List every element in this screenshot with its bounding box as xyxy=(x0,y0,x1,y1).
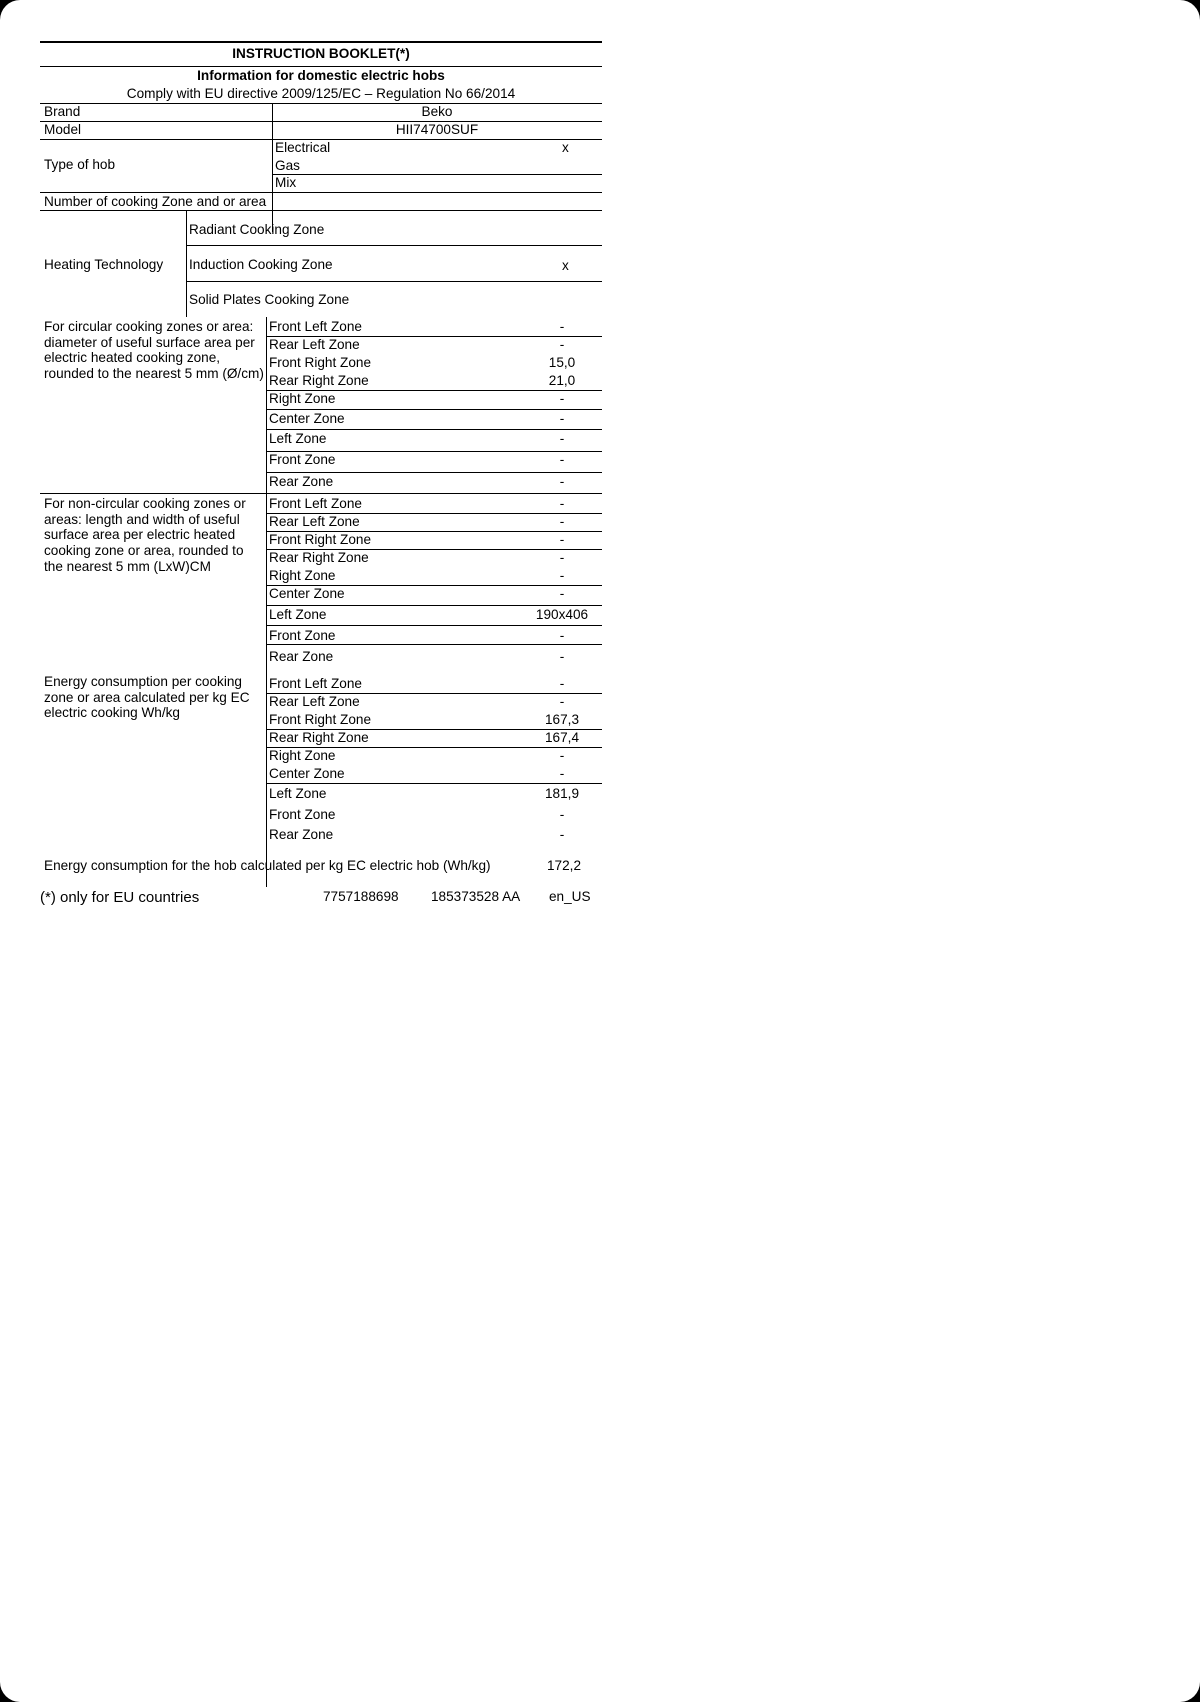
zone-value-center-zone: - xyxy=(559,411,565,426)
brand-label: Brand xyxy=(44,104,81,119)
zone-value-left-zone: 190x406 xyxy=(535,607,589,622)
zone-label-front-right-zone: Front Right Zone xyxy=(269,712,371,727)
footer-locale: en_US xyxy=(549,889,591,904)
zone-label-front-left-zone: Front Left Zone xyxy=(269,676,362,691)
zone-value-front-left-zone: - xyxy=(559,496,565,511)
hob-type-mix: Mix xyxy=(275,175,297,190)
column-rule xyxy=(272,104,273,232)
zone-label-rear-right-zone: Rear Right Zone xyxy=(269,373,369,388)
zone-label-front-left-zone: Front Left Zone xyxy=(269,319,362,334)
model-value: HII74700SUF xyxy=(395,122,479,137)
energy-total-label: Energy consumption for the hob calculated per kg EC electric hob (Wh/kg) xyxy=(44,858,491,873)
zone-label-front-right-zone: Front Right Zone xyxy=(269,532,371,547)
zone-value-center-zone: - xyxy=(559,766,565,781)
booklet-title: INSTRUCTION BOOKLET(*) xyxy=(232,46,410,61)
zone-label-left-zone: Left Zone xyxy=(269,607,327,622)
zone-label-rear-left-zone: Rear Left Zone xyxy=(269,694,360,709)
zone-value-left-zone: - xyxy=(559,431,565,446)
row-divider xyxy=(266,747,602,748)
row-divider xyxy=(266,729,602,730)
zone-value-front-zone: - xyxy=(559,628,565,643)
zone-label-rear-zone: Rear Zone xyxy=(269,474,334,489)
footer-code-1: 7757188698 xyxy=(323,889,399,904)
divider xyxy=(40,192,602,193)
heating-radiant: Radiant Cooking Zone xyxy=(189,222,325,237)
zone-value-front-zone: - xyxy=(559,807,565,822)
zone-value-front-left-zone: - xyxy=(559,319,565,334)
zone-label-front-left-zone: Front Left Zone xyxy=(269,496,362,511)
zone-value-front-right-zone: 167,3 xyxy=(544,712,580,727)
top-rule xyxy=(40,41,602,43)
model-label: Model xyxy=(44,122,82,137)
zone-label-rear-zone: Rear Zone xyxy=(269,649,334,664)
number-of-zones-label: Number of cooking Zone and or area xyxy=(44,194,267,209)
zone-label-left-zone: Left Zone xyxy=(269,431,327,446)
row-divider xyxy=(266,625,602,626)
divider xyxy=(40,210,602,211)
row-divider xyxy=(266,409,602,410)
divider xyxy=(40,493,602,494)
row-divider xyxy=(266,451,602,452)
zone-value-left-zone: 181,9 xyxy=(544,786,580,801)
zone-value-rear-right-zone: - xyxy=(559,550,565,565)
zone-value-center-zone: - xyxy=(559,586,565,601)
heating-induction-mark: x xyxy=(562,258,569,273)
hob-type-electrical: Electrical xyxy=(275,140,331,155)
zone-value-rear-right-zone: 167,4 xyxy=(544,730,580,745)
row-divider xyxy=(266,513,602,514)
heating-solid-plates: Solid Plates Cooking Zone xyxy=(189,292,350,307)
row-divider xyxy=(266,644,602,645)
row-divider xyxy=(266,429,602,430)
circular-zones-description: For circular cooking zones or area: diameter of useful surface area per electric heated cooking zone, rounded to the nearest 5 mm (Ø/cm) xyxy=(44,319,264,381)
zone-value-rear-left-zone: - xyxy=(559,514,565,529)
zone-value-rear-zone: - xyxy=(559,827,565,842)
zone-label-center-zone: Center Zone xyxy=(269,586,345,601)
heating-induction: Induction Cooking Zone xyxy=(189,257,333,272)
row-divider xyxy=(266,472,602,473)
compliance-note: Comply with EU directive 2009/125/EC – Regulation No 66/2014 xyxy=(126,86,516,101)
row-divider xyxy=(266,531,602,532)
row-divider xyxy=(266,693,602,694)
zone-label-center-zone: Center Zone xyxy=(269,766,345,781)
zone-label-rear-left-zone: Rear Left Zone xyxy=(269,514,360,529)
row-divider xyxy=(266,336,602,337)
zone-label-front-zone: Front Zone xyxy=(269,452,336,467)
zone-label-right-zone: Right Zone xyxy=(269,568,336,583)
zone-value-rear-left-zone: - xyxy=(559,694,565,709)
zone-label-left-zone: Left Zone xyxy=(269,786,327,801)
zone-label-right-zone: Right Zone xyxy=(269,391,336,406)
brand-value: Beko xyxy=(421,104,453,119)
row-divider xyxy=(266,585,602,586)
divider xyxy=(186,245,602,246)
zone-value-front-right-zone: 15,0 xyxy=(548,355,576,370)
type-of-hob-label: Type of hob xyxy=(44,157,116,172)
zone-label-front-zone: Front Zone xyxy=(269,628,336,643)
energy-per-zone-description: Energy consumption per cooking zone or area calculated per kg EC electric cooking Wh/kg xyxy=(44,674,250,721)
zone-label-front-zone: Front Zone xyxy=(269,807,336,822)
hob-type-electrical-mark: x xyxy=(562,140,569,155)
zone-value-rear-left-zone: - xyxy=(559,337,565,352)
zone-value-right-zone: - xyxy=(559,748,565,763)
energy-total-value: 172,2 xyxy=(547,858,582,873)
row-divider xyxy=(266,605,602,606)
divider xyxy=(186,281,602,282)
column-rule xyxy=(186,211,187,317)
noncircular-zones-description: For non-circular cooking zones or areas: length and width of useful surface area per electric heated cooking zone or area, rounded to the nearest 5 mm (LxW)CM xyxy=(44,496,246,574)
row-divider xyxy=(266,390,602,391)
zone-label-center-zone: Center Zone xyxy=(269,411,345,426)
zone-value-right-zone: - xyxy=(559,568,565,583)
zone-label-rear-left-zone: Rear Left Zone xyxy=(269,337,360,352)
zone-value-right-zone: - xyxy=(559,391,565,406)
zone-label-rear-right-zone: Rear Right Zone xyxy=(269,730,369,745)
zone-label-right-zone: Right Zone xyxy=(269,748,336,763)
row-divider xyxy=(266,549,602,550)
zone-value-rear-zone: - xyxy=(559,474,565,489)
zone-value-rear-right-zone: 21,0 xyxy=(548,373,576,388)
row-divider xyxy=(266,783,602,784)
zone-value-rear-zone: - xyxy=(559,649,565,664)
zone-value-front-zone: - xyxy=(559,452,565,467)
divider xyxy=(40,66,602,67)
hob-type-gas: Gas xyxy=(275,158,300,173)
zone-value-front-right-zone: - xyxy=(559,532,565,547)
column-rule xyxy=(266,317,267,887)
heating-technology-label: Heating Technology xyxy=(44,257,164,272)
zone-label-rear-zone: Rear Zone xyxy=(269,827,334,842)
booklet-subtitle: Information for domestic electric hobs xyxy=(197,68,445,83)
eu-footnote: (*) only for EU countries xyxy=(40,889,200,906)
zone-label-rear-right-zone: Rear Right Zone xyxy=(269,550,369,565)
zone-label-front-right-zone: Front Right Zone xyxy=(269,355,371,370)
zone-value-front-left-zone: - xyxy=(559,676,565,691)
divider xyxy=(272,174,602,175)
footer-code-2: 185373528 AA xyxy=(431,889,521,904)
